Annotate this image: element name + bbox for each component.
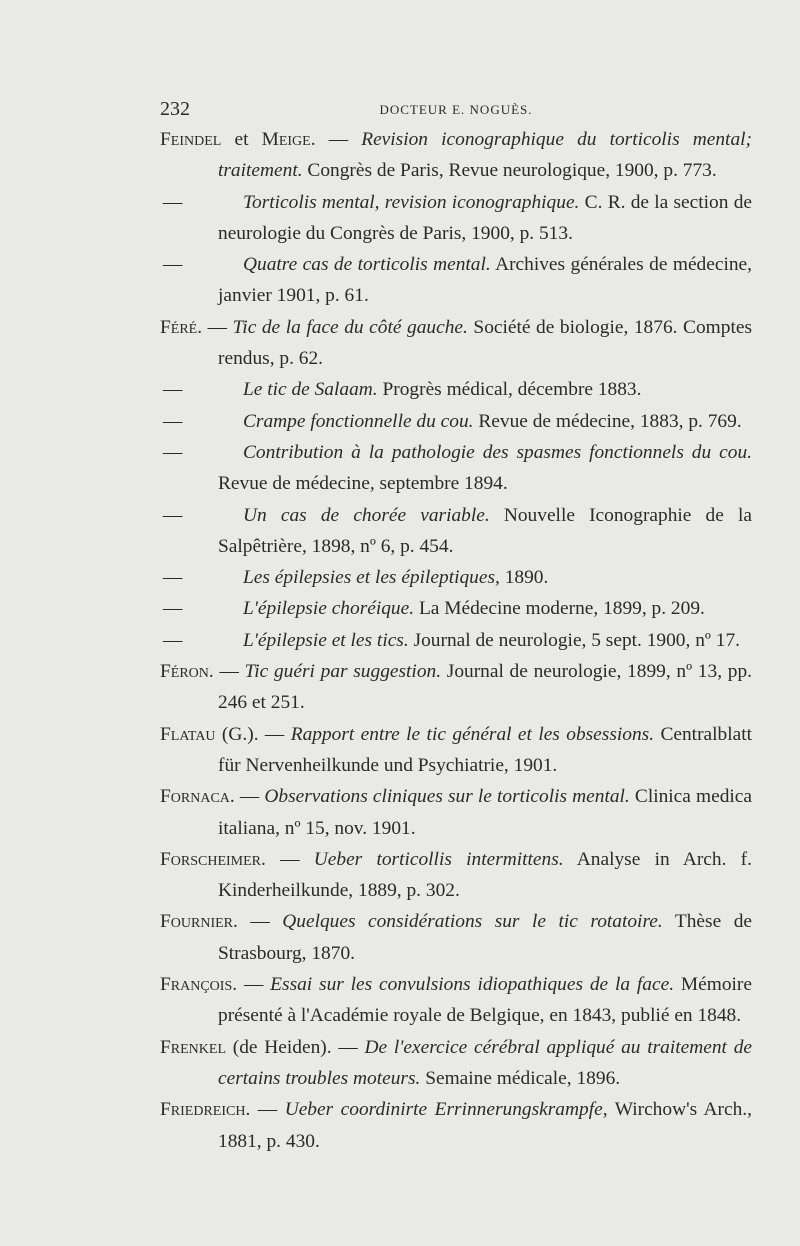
entry-separator: . — <box>310 129 362 150</box>
bibliography-entry <box>160 1032 752 1095</box>
bibliography-entry <box>160 656 752 719</box>
entry-author-note: (G.) <box>215 723 254 745</box>
entry-title: Contribution à la pathologie des spasmes fonctionnels du cou. <box>243 441 752 463</box>
entry-publication: Clinica medica italiana, nº 15, nov. 1901. <box>218 786 752 839</box>
ditto-dash: — <box>163 254 183 276</box>
entry-publication: Journal de neurologie, 5 sept. 1900, nº 17. <box>408 629 740 651</box>
bibliography-entry <box>160 374 752 405</box>
entry-title: Rapport entre le tic général et les obsessions. <box>290 723 655 745</box>
entry-title: Tic de la face du côté gauche. <box>232 316 468 338</box>
entry-separator: . — <box>253 723 291 745</box>
bibliography-entry <box>160 312 752 375</box>
entry-separator: . — <box>197 316 233 338</box>
entry-separator: . — <box>229 786 265 808</box>
running-title: DOCTEUR E. NOGUÈS. <box>379 102 533 117</box>
entry-separator: . — <box>245 1099 285 1121</box>
entry-title: Le tic de Salaam. <box>243 379 378 401</box>
entry-publication: 1890. <box>499 567 549 589</box>
entry-publication: C. R. de la section de neurologie du Congrès de Paris, 1900, p. 513. <box>218 191 752 244</box>
entry-author: Féré <box>160 316 198 338</box>
entry-publication: Congrès de Paris, Revue neurologique, 1900, p. 773. <box>302 160 717 182</box>
entry-publication: Analyse in Arch. f. Kinderheilkunde, 1889, p. 302. <box>218 848 752 902</box>
bibliography-entry <box>160 719 752 782</box>
ditto-dash: — <box>163 379 183 401</box>
bibliography-entry <box>160 406 752 437</box>
entry-publication: Nouvelle Iconographie de la Salpêtrière, 1898, nº 6, p. 454. <box>218 504 752 557</box>
entry-author: Frenkel <box>160 1036 226 1058</box>
entry-publication: La Médecine moderne, 1899, p. 209. <box>414 598 705 620</box>
entry-author: François <box>160 974 233 996</box>
bibliography-entry <box>160 187 752 250</box>
entry-separator: . — <box>232 974 271 996</box>
entry-title: Ueber torticollis intermittens. <box>313 848 564 870</box>
entry-coauthor: Meige <box>261 129 311 150</box>
entry-publication: Semaine médicale, 1896. <box>420 1067 621 1089</box>
entry-separator: . — <box>326 1036 365 1058</box>
bibliography-entry <box>160 844 752 907</box>
entry-publication: Progrès médical, décembre 1883. <box>377 379 642 401</box>
entry-title: Observations cliniques sur le torticolis mental. <box>264 786 630 808</box>
entry-title: L'épilepsie et les tics. <box>243 629 409 651</box>
entry-title: Torticolis mental, revision iconographique. <box>243 191 580 213</box>
ditto-dash: — <box>163 410 183 432</box>
bibliography-list <box>160 124 752 1157</box>
entry-author: Fornaca <box>160 786 230 808</box>
ditto-dash: — <box>163 441 183 463</box>
entry-title: De l'exercice cérébral appliqué au traitement de certains troubles moteurs. <box>218 1036 752 1089</box>
bibliography-entry <box>160 124 752 187</box>
ditto-dash: — <box>163 191 183 213</box>
entry-publication: Mémoire présenté à l'Académie royale de Belgique, en 1843, publié en 1848. <box>218 974 752 1027</box>
entry-author: Féron <box>160 661 209 683</box>
bibliography-entry <box>160 1094 752 1157</box>
entry-title: Quatre cas de torticolis mental. <box>243 254 491 276</box>
entry-publication: Wirchow's Arch., 1881, p. 430. <box>218 1099 752 1152</box>
ditto-dash: — <box>163 504 183 526</box>
entry-publication: Centralblatt für Nervenheilkunde und Psychiatrie, 1901. <box>218 723 752 776</box>
entry-publication: Archives générales de médecine, janvier 1901, p. 61. <box>218 254 752 307</box>
entry-separator: . — <box>261 848 314 870</box>
entry-title: Revision iconographique du torticolis mental; traitement. <box>218 129 752 182</box>
bibliography-entry <box>160 593 752 624</box>
entry-author: Feindel <box>160 129 222 150</box>
entry-title: Quelques considérations sur le tic rotatoire. <box>282 911 663 933</box>
bibliography-entry <box>160 906 752 969</box>
page-number: 232 <box>160 98 190 120</box>
bibliography-entry <box>160 249 752 312</box>
entry-author: Friedreich <box>160 1099 246 1121</box>
bibliography-entry <box>160 625 752 656</box>
entry-title: Tic guéri par suggestion. <box>244 661 442 683</box>
bibliography-entry <box>160 562 752 593</box>
bibliography-entry <box>160 781 752 844</box>
entry-publication: Journal de neurologie, 1899, nº 13, pp. 246 et 251. <box>218 661 752 714</box>
entry-title: L'épilepsie choréique. <box>243 598 415 620</box>
bibliography-entry <box>160 437 752 500</box>
entry-author: Flatau <box>160 723 216 745</box>
entry-title: Ueber coordinirte Errinnerungskrampfe, <box>284 1099 608 1121</box>
entry-publication: Société de biologie, 1876. Comptes rendus, p. 62. <box>218 316 752 370</box>
entry-title: Les épilepsies et les épileptiques, <box>243 567 500 589</box>
entry-publication: Revue de médecine, septembre 1894. <box>218 473 508 495</box>
entry-publication: Revue de médecine, 1883, p. 769. <box>473 410 742 432</box>
bibliography-entry <box>160 969 752 1032</box>
bibliography-entry <box>160 500 752 563</box>
ditto-dash: — <box>163 567 183 589</box>
entry-title: Crampe fonctionnelle du cou. <box>243 410 474 432</box>
entry-author: Forscheimer <box>160 848 262 870</box>
ditto-dash: — <box>163 598 183 620</box>
ditto-dash: — <box>163 629 183 651</box>
entry-separator: . — <box>233 911 283 933</box>
entry-title: Un cas de chorée variable. <box>243 504 490 526</box>
entry-author-note: et <box>221 129 262 150</box>
entry-author: Fournier <box>160 911 234 933</box>
entry-title: Essai sur les convulsions idiopathiques de la face. <box>270 974 675 996</box>
entry-separator: . — <box>208 661 245 683</box>
entry-author-note: (de Heiden) <box>226 1036 327 1058</box>
entry-publication: Thèse de Strasbourg, 1870. <box>218 911 752 964</box>
